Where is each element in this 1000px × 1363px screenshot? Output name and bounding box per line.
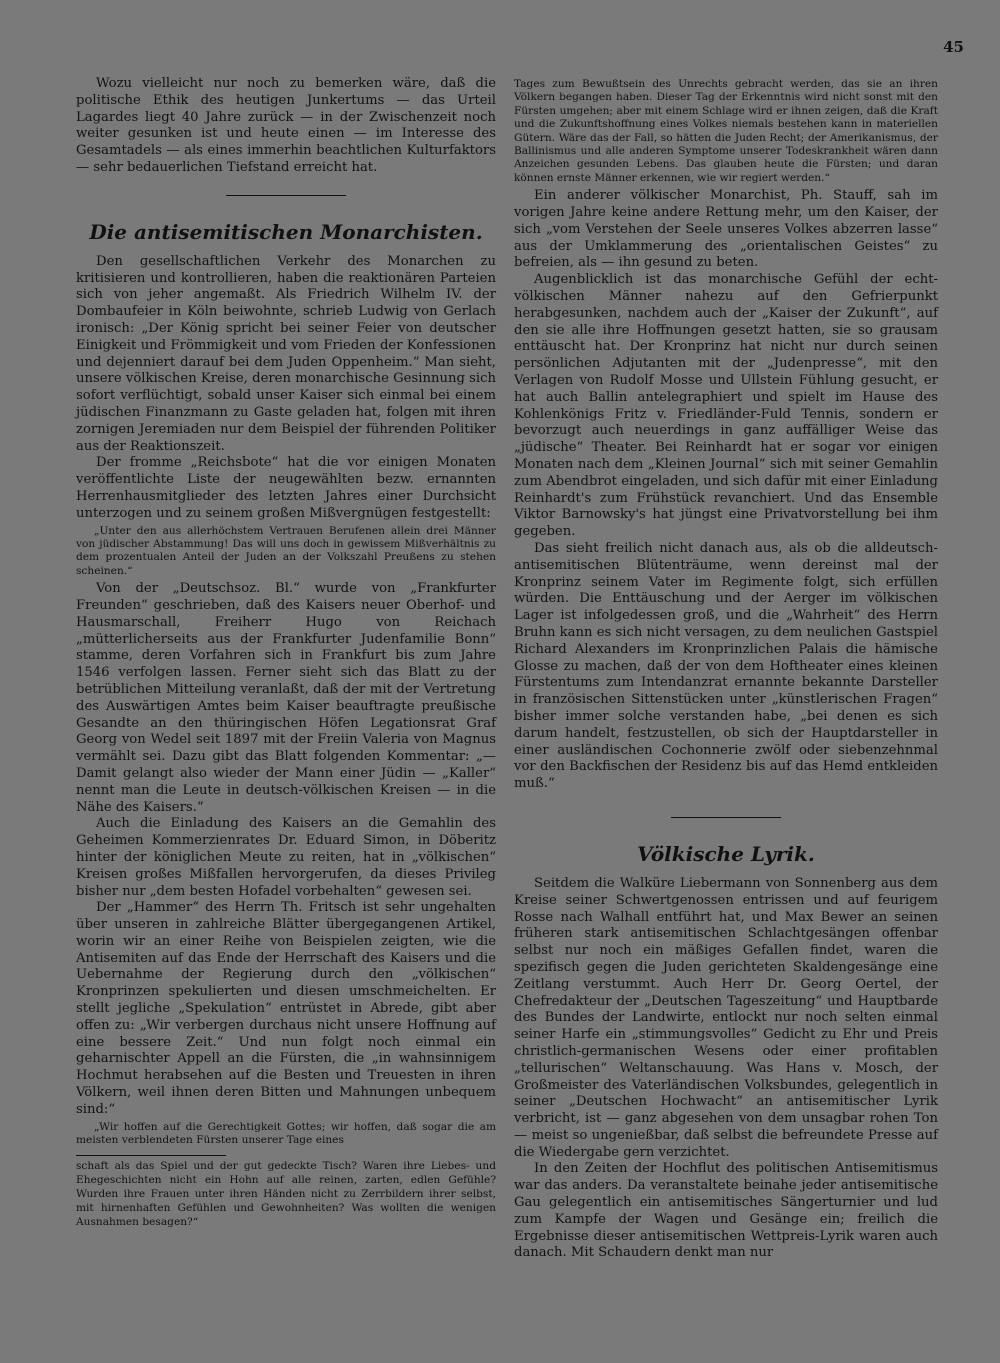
block-quote: „Wir hoffen auf die Gerechtigkeit Gottes; wir hoffen, daß sogar die am meisten verblendeten Fürsten unserer Tage eines: [76, 1120, 496, 1147]
intro-paragraph: Wozu vielleicht nur noch zu bemerken wäre, daß die politische Ethik des heutigen Junkertums — das Urteil Lagardes liegt 40 Jahre zurück — in der Zwischenzeit noch weiter gesunken ist und heute einen — im Interesse des Gesamtadels — als eines immerhin beachtlichen Kulturfaktors — sehr bedauerlichen Tiefstand erreicht hat.: [76, 76, 496, 175]
section-heading-lyrik: Völkische Lyrik.: [637, 841, 815, 866]
section-divider: [226, 195, 346, 196]
paragraph: Der fromme „Reichsbote“ hat die vor einigen Monaten veröffentlichte Liste der neugewählten bezw. ernannten Herrenhausmitglieder des letzten Jahres einer Durchsicht unterzogen und zu seinem großen Mißvergnügen festgestellt:: [76, 455, 496, 521]
paragraph: Augenblicklich ist das monarchische Gefühl der echt-völkischen Männer nahezu auf den Gefrierpunkt herabgesunken, nachdem auch der „Kaiser der Zukunft“, auf den sie alle ihre Hoffnungen gesetzt hatten, sie so grausam enttäuscht hat. Der Kronprinz hat nicht nur durch seinen persönlichen Adjutanten mit der „Judenpresse“, mit den Verlagen von Rudolf Mosse und Ullstein Fühlung gesucht, er hat auch Ballin antelegraphiert und spielt im Hause des Kohlenkönigs Fritz v. Friedländer-Fuld Tennis, sondern er bevorzugt auch neuerdings in ganz auffälliger Weise das „jüdische“ Theater. Bei Reinhardt hat er sogar vor einigen Monaten nach dem „Kleinen Journal“ sich mit seiner Gemahlin zum Abendbrot eingeladen, und sich dafür mit einer Einladung Reinhardt's zum Frühstück revanchiert. Und das Ensemble Viktor Barnowsky's hat jüngst eine Privatvorstellung bei ihm gegeben.: [514, 272, 938, 540]
right-column: [514, 76, 938, 1262]
paragraph: Seitdem die Walküre Liebermann von Sonnenberg aus dem Kreise seiner Schwertgenossen entrissen und auf feurigem Rosse nach Walhall entführt hat, und Max Bewer an seinen früheren stark antisemitischen Schlachtgesängen offenbar selbst nur noch ein mäßiges Gefallen findet, waren die spezifisch gegen die Juden gerichteten Skaldengesänge eine Zeitlang verstummt. Auch Herr Dr. Georg Oertel, der Chefredakteur der „Deutschen Tageszeitung“ und Hauptbarde des Bundes der Landwirte, entlockt nur noch selten einmal seiner Harfe ein „stimmungsvolles“ Gedicht zu Ehr und Preis christlich-germanischen Wesens oder einer profitablen „tellurischen“ Weltanschauung. Was Hans v. Mosch, der Großmeister des Vaterländischen Volksbundes, gelegentlich in seiner „Deutschen Hochwacht“ an antisemitischer Lyrik verbricht, ist — ganz abgesehen von dem unsagbar rohen Ton — meist so ungenießbar, daß selbst die befreundete Presse auf die Wiedergabe gern verzichtet.: [514, 875, 938, 1160]
section-heading-monarchisten: Die antisemitischen Monarchisten.: [89, 219, 483, 244]
footnote-divider: [76, 1155, 226, 1156]
paragraph: Von der „Deutschsoz. Bl.“ wurde von „Frankfurter Freunden“ geschrieben, daß des Kaisers neuer Oberhof- und Hausmarschall, Freiherr Hugo von Reichach „mütterlicherseits aus der Frankfurter Judenfamilie Bonn“ stamme, deren Vorfahren sich in Frankfurt bis zum Jahre 1546 verfolgen lassen. Ferner sieht sich das Blatt zu der betrüblichen Mitteilung veranlaßt, daß der mit der Vertretung des Auswärtigen Amtes beim Kaiser beauftragte preußische Gesandte an den thüringischen Höfen Legationsrat Graf Georg von Wedel seit 1897 mit der Freiin Valeria von Magnus vermählt sei. Dazu gibt das Blatt folgenden Kommentar: „— Damit gelangt also wieder der Mann einer Jüdin — „Kaller“ nennt man die Leute in deutsch-völkischen Kreisen — in die Nähe des Kaisers.“: [76, 581, 496, 815]
section-divider: [671, 817, 781, 818]
block-quote: „Unter den aus allerhöchstem Vertrauen Berufenen allein drei Männer von jüdischer Abstammung! Das will uns doch in gewissem Mißverhältnis zu dem prozentualen Anteil der Juden an der Volkszahl Preußens zu stehen scheinen.“: [76, 524, 496, 577]
paragraph: Auch die Einladung des Kaisers an die Gemahlin des Geheimen Kommerzienrates Dr. Eduard Simon, in Döberitz hinter der königlichen Meute zu reiten, hat in „völkischen“ Kreisen großes Mißfallen hervorgerufen, da dieses Privileg bisher nur „dem besten Hofadel vorbehalten“ gewesen sei.: [76, 816, 496, 899]
paragraph: Das sieht freilich nicht danach aus, als ob die alldeutsch-antisemitischen Blütenträume, wenn dereinst mal der Kronprinz seinem Vater im Regimente folgt, sich erfüllen würden. Die Enttäuschung und der Aerger im völkischen Lager ist infolgedessen groß, und die „Wahrheit“ des Herrn Bruhn kann es sich nicht versagen, zu dem neulichen Gastspiel Richard Alexanders im Kronprinzlichen Palais die hämische Glosse zu machen, daß der von dem Hoftheater eines kleinen Fürstentums zum Intendanzrat ernannte bekannte Darsteller in französischen Sittenstücken unter „künstlerischen Fragen“ bisher immer solche verstanden habe, „bei denen es sich darum handelt, festzustellen, ob sich der Hauptdarsteller in einer ausländischen Cochonnerie zwölf oder siebenzehnmal vor den Backfischen der Residenz bis auf das Hemd entkleiden muß.“: [514, 540, 938, 792]
paragraph: Den gesellschaftlichen Verkehr des Monarchen zu kritisieren und kontrollieren, haben die reaktionären Parteien sich von jeher angemaßt. Als Friedrich Wilhelm IV. der Dombaufeier in Köln beiwohnte, schrieb Ludwig von Gerlach ironisch: „Der König spricht bei seiner Feier von deutscher Einigkeit und Frömmigkeit und vom Frieden der Konfessionen und dejenniert darauf bei dem Juden Oppenheim.“ Man sieht, unsere völkischen Kreise, deren monarchische Gesinnung sich sofort verflüchtigt, sobald unser Kaiser sich einmal bei einem jüdischen Finanzmann zu Gaste geladen hat, folgen mit ihren zornigen Jeremiaden nur dem Beispiel der führenden Politiker aus der Reaktionszeit.: [76, 253, 496, 454]
page-number: 45: [943, 38, 964, 56]
paragraph: In den Zeiten der Hochflut des politischen Antisemitismus war das anders. Da veranstaltete beinahe jeder antisemitische Gau gelegentlich ein antisemitisches Sängerturnier und lud zum Kampfe der Wagen und Gesänge ein; freilich die Ergebnisse dieser antisemitischen Wettpreis-Lyrik waren auch danach. Mit Schaudern denkt man nur: [514, 1161, 938, 1261]
paragraph: Der „Hammer“ des Herrn Th. Fritsch ist sehr ungehalten über unseren in zahlreiche Blätter übergegangenen Artikel, worin wir an einer Reihe von Beispielen zeigten, wie die Antisemiten auf das Ende der Herrschaft des Kaisers und die Uebernahme der Regierung durch den „völkischen“ Kronprinzen spekulierten und diesen umschmeichelten. Er stellt jegliche „Spekulation“ entrüstet in Abrede, gibt aber offen zu: „Wir verbergen durchaus nicht unsere Hoffnung auf eine bessere Zeit.“ Und nun folgt noch einmal ein geharnischter Appell an die Fürsten, die „in wahnsinnigem Hochmut herabsehen auf die Besten und Treuesten in ihren Völkern, weil ihnen deren Bitten und Mahnungen unbequem sind:“: [76, 900, 496, 1117]
paragraph: Ein anderer völkischer Monarchist, Ph. Stauff, sah im vorigen Jahre keine andere Rettung mehr, um den Kaiser, der sich „vom Verstehen der Seele unseres Volkes abzerren lasse“ aus der Umklammerung des „orientalischen Geistes“ zu befreien, als — ihn gesund zu beten.: [514, 188, 938, 271]
footnote: schaft als das Spiel und der gut gedeckte Tisch? Waren ihre Liebes- und Ehegeschichten nicht ein Hohn auf alle reinen, zarten, edlen Gefühle? Wurden ihre Frauen unter ihren Händen nicht zu Zerrbildern ihrer selbst, mit hirnenhaften Gefühlen und Gewohnheiten? Was wollten die wenigen Ausnahmen besagen?“: [76, 1160, 496, 1228]
block-quote-continued: Tages zum Bewußtsein des Unrechts gebracht werden, das sie an ihren Völkern begangen haben. Dieser Tag der Erkenntnis wird nicht sonst mit den Fürsten umgehen; aber mit einem Schlage wird er ihnen zeigen, daß die Kraft und die Zukunftshoffnung eines Volkes niemals bestehen kann in materiellen Gütern. Wäre das der Fall, so hätten die Juden Recht; der Amerikanismus, der Ballinismus und alle anderen Symptome unserer Todeskrankheit wären dann Anzeichen gesunden Lebens. Das glauben heute die Fürsten; und daran können ernste Männer erkennen, wie wir regiert werden.“: [514, 78, 938, 184]
left-column: [76, 76, 496, 1229]
